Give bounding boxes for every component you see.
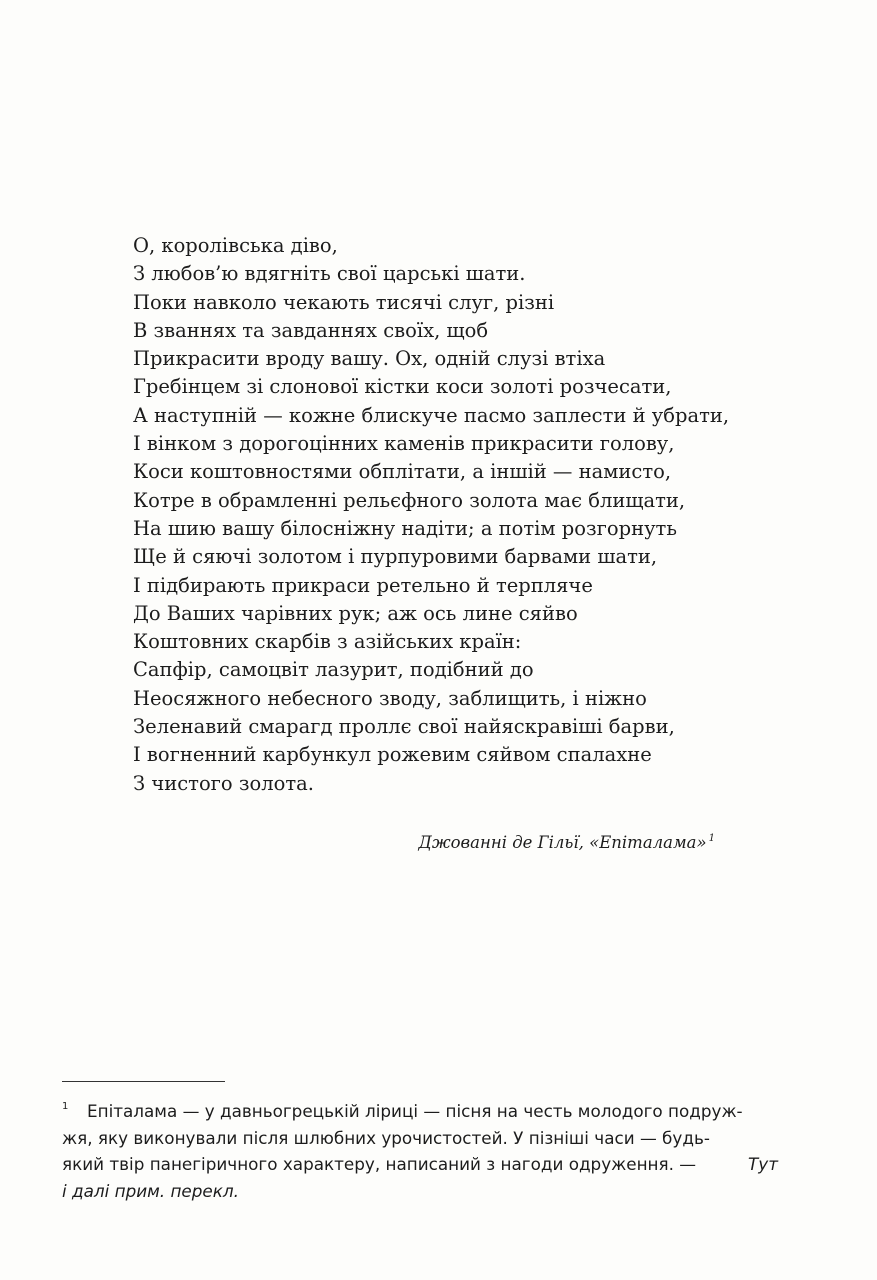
footnote-line: і далі прим. перекл. [62, 1180, 239, 1201]
footnote-line: Епіталама — у давньогрецькій ліриці — пісня на честь молодого подруж- [87, 1101, 743, 1121]
poem-line: На шию вашу білосніжну надіти; а потім розгорнуть [133, 516, 677, 540]
poem-line: До Ваших чарівних рук; аж ось лине сяйво [133, 601, 578, 625]
poem-line: З чистого золота. [133, 771, 314, 795]
footnote-separator [62, 1081, 225, 1082]
footnote-translator-note: Тут [748, 1154, 778, 1174]
poem-line: В званнях та завданнях своїх, щоб [133, 318, 489, 342]
footnote-reference[interactable]: 1 [708, 833, 715, 844]
epigraph-poem [133, 232, 753, 798]
poem-line: Котре в обрамленні рельєфного золота має блищати, [133, 488, 686, 512]
poem-line: Коштовних скарбів з азійських країн: [133, 630, 522, 654]
poem-line: Сапфір, самоцвіт лазурит, подібний до [133, 658, 534, 682]
footnote-line [62, 1151, 778, 1178]
poem-line: Зеленавий смарагд проллє свої найяскравіші барви, [133, 715, 675, 739]
poem-line: А наступній — кожне блискуче пасмо заплести й убрати, [133, 403, 730, 427]
poem-attribution [418, 833, 715, 852]
poem-line: Ще й сяючі золотом і пурпуровими барвами шати, [133, 545, 658, 569]
footnote-line: жя, яку виконували після шлюбних урочистостей. У пізніші часи — будь- [62, 1127, 710, 1148]
poem-line: Коси коштовностями обплітати, а іншій — намисто, [133, 460, 672, 484]
poem-line: Поки навколо чекають тисячі слуг, різні [133, 290, 555, 314]
poem-line: З любов’ю вдягніть свої царські шати. [133, 262, 526, 286]
poem-line: І вогненний карбункул рожевим сяйвом спалахне [133, 743, 652, 767]
footnote-marker: 1 [62, 1101, 69, 1112]
footnote [62, 1098, 778, 1204]
footnote-line-text: який твір панегіричного характеру, написаний з нагоди одруження. — [62, 1154, 697, 1174]
poem-line: Гребінцем зі слонової кістки коси золоті розчесати, [133, 375, 672, 399]
poem-line: І підбирають прикраси ретельно й терпляче [133, 573, 593, 597]
poem-line: Неосяжного небесного зводу, заблищить, і ніжно [133, 686, 647, 710]
attribution-text: Джованні де Гільї, «Епіталама» [418, 833, 707, 852]
poem-line: О, королівська діво, [133, 234, 338, 257]
poem-line: І вінком з дорогоцінних каменів прикрасити голову, [133, 432, 675, 456]
poem-line: Прикрасити вроду вашу. Ох, одній слузі втіха [133, 347, 606, 371]
